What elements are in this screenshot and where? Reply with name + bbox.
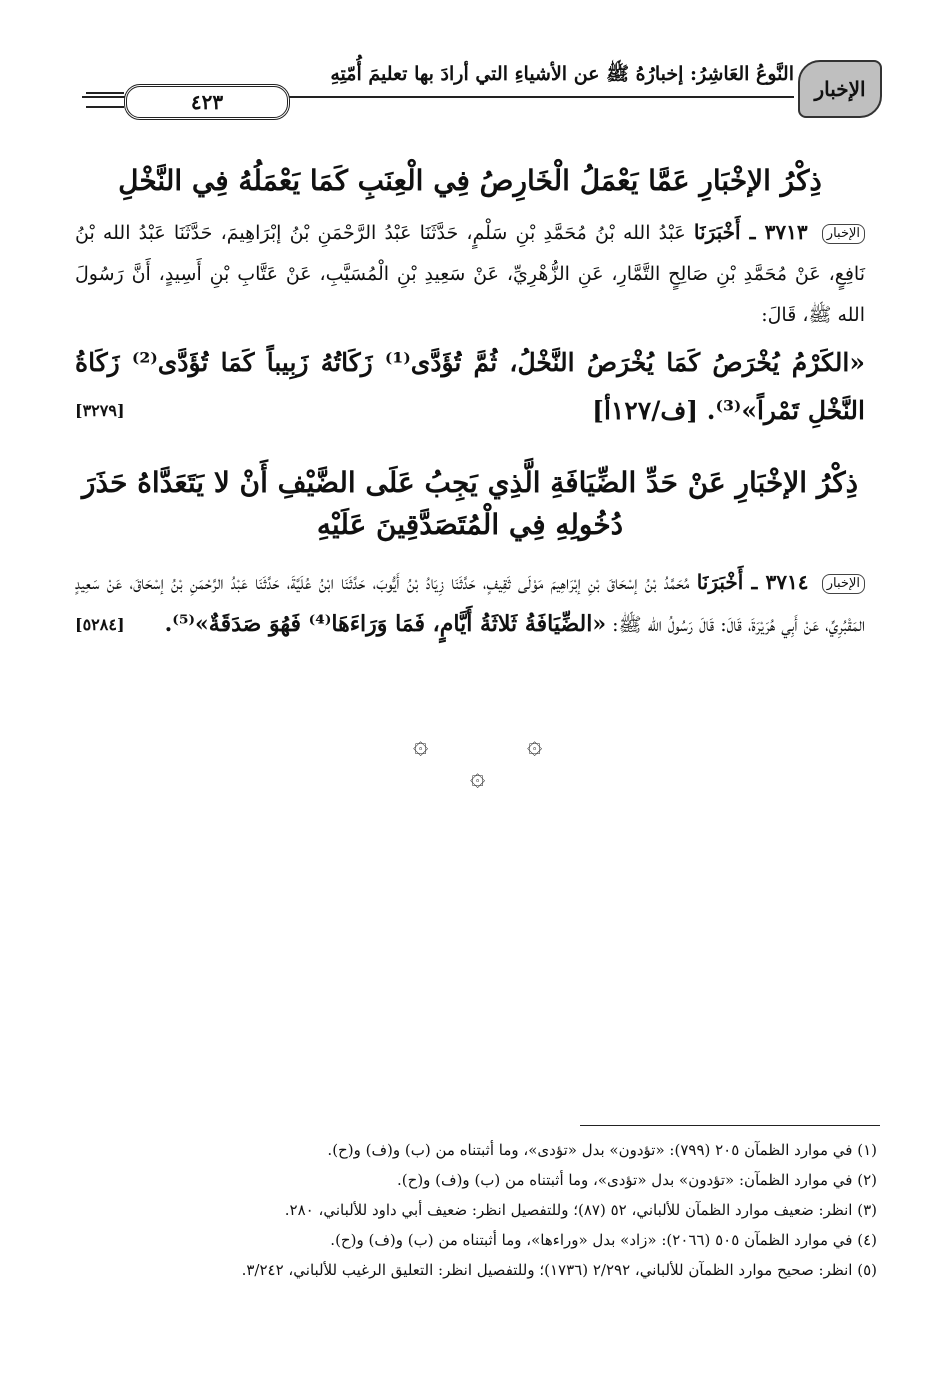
- section-ornaments: [0, 730, 945, 800]
- matn-text: «الضِّيَافَةُ ثَلاثَةُ أَيَّامٍ، فَمَا وَرَاءَهَا⁽⁴⁾ فَهُوَ صَدَقَةٌ»⁽⁵⁾.: [164, 611, 607, 637]
- footnote: (٢) في موارد الظمآن: «تؤدون» بدل «تؤدى»، وما أثبتناه من (ب) و(ف) و(ح).: [397, 1171, 877, 1189]
- footnote: (٤) في موارد الظمآن ٥٠٥ (٢٠٦٦): «زاد» بدل «وراءها»، وما أثبتناه من (ب) و(ف) و(ح).: [330, 1231, 877, 1249]
- matn-text: «الكَرْمُ يُخْرَصُ كَمَا يُخْرَصُ النَّخْلُ، ثُمَّ تُؤَدَّى⁽¹⁾ زَكَاتُهُ زَبِيباً كَمَا تُؤَدَّى⁽²⁾ زَكَاةُ النَّخْلِ تَمْراً»⁽³⁾. [ف/١٢٧أ]: [75, 348, 865, 425]
- ornament-icon: ۞: [413, 730, 429, 760]
- hadith-reference: [٣٢٧٩]: [75, 401, 125, 420]
- running-head: النَّوعُ العَاشِرُ: إخبارُهُ ﷺ عن الأشياءِ التي أرادَ بها تعليمَ أُمّتِهِ: [330, 63, 794, 85]
- footnote: (٥) انظر: صحيح موارد الظمآن للألباني، ٢/٢٩٢ (١٧٣٦)؛ وللتفصيل انظر: التعليق الرغيب للألباني، ٣/٢٤٢.: [241, 1261, 877, 1279]
- page-header: [82, 48, 882, 128]
- hadith-3714-isnad: [75, 562, 865, 646]
- section-heading-2: ذِكْرُ الإخْبَارِ عَنْ حَدِّ الضِّيَافَةِ الَّذِي يَجِبُ عَلَى الضَّيْفِ أَنْ لا يَتَعَدَّاهُ حَذَرَ دُخُولِهِ فِي الْمُتَصَدَّقِينَ عَلَيْهِ: [81, 466, 859, 541]
- footnote-rule: [580, 1125, 880, 1126]
- hadith-reference: [٥٢٨٤]: [75, 615, 125, 634]
- section-heading-1: ذِكْرُ الإخْبَارِ عَمَّا يَعْمَلُ الْخَارِصُ فِي الْعِنَبِ كَمَا يَعْمَلُهُ فِي النَّخْلِ: [118, 164, 822, 197]
- hadith-number: ٣٧١٤ ـ أَخْبَرَنَا: [696, 570, 809, 594]
- footnotes: [67, 1135, 877, 1285]
- ikhbar-tag: الإخبار: [822, 224, 865, 244]
- ornament-icon: ۞: [470, 762, 486, 792]
- isnad-text: عَبْدُ الله بْنُ مُحَمَّدِ بْنِ سَلْمٍ، حَدَّثَنَا عَبْدُ الرَّحْمَنِ بْنُ إبْرَاهِيمَ، حَدَّثَنَا عَبْدُ الله بْنُ نَافِعٍ، عَنْ مُحَمَّدِ بْنِ صَالِحٍ التَّمَّارِ، عَنِ الزُّهْرِيِّ، عَنْ سَعِيدِ بْنِ الْمُسَيَّبِ، عَنْ عَتَّابِ بْنِ أَسِيدٍ، أَنَّ رَسُولَ الله ﷺ، قَالَ:: [75, 222, 865, 326]
- isnad-text: مُحَمَّدُ بْنُ إسْحَاقَ بْنِ إبْرَاهِيمَ مَوْلَى ثَقِيفٍ، حَدَّثَنَا زِيَادُ بْنُ أَيُّوبَ، حَدَّثَنَا ابْنُ عُلَيَّةَ، حَدَّثَنَا عَبْدُ الرَّحْمَنِ بْنُ إسْحَاقَ، عَنْ سَعِيدٍ المَقْبُرِيِّ، عَنْ أَبِي هُرَيْرَةَ، قَالَ: قَالَ رَسُولُ الله ﷺ:: [75, 572, 865, 636]
- hadith-number: ٣٧١٣ ـ أَخْبَرَنَا: [693, 220, 808, 244]
- page-number: ٤٢٣: [124, 84, 290, 120]
- hadith-3713-isnad: [75, 212, 865, 336]
- footnote: (٣) انظر: ضعيف موارد الظمآن للألباني، ٥٢ (٨٧)؛ وللتفصيل انظر: ضعيف أبي داود للألباني، ٢٨٠.: [284, 1201, 877, 1219]
- hadith-3713-matn: [75, 340, 865, 436]
- ikhbar-tag: الإخبار: [822, 574, 865, 594]
- chapter-badge: الإخبار: [798, 60, 882, 118]
- header-rule-left: [86, 92, 124, 108]
- footnote: (١) في موارد الظمآن ٢٠٥ (٧٩٩): «تؤدون» بدل «تؤدى»، وما أثبتناه من (ب) و(ف) و(ح).: [327, 1141, 877, 1159]
- ornament-icon: ۞: [527, 730, 543, 760]
